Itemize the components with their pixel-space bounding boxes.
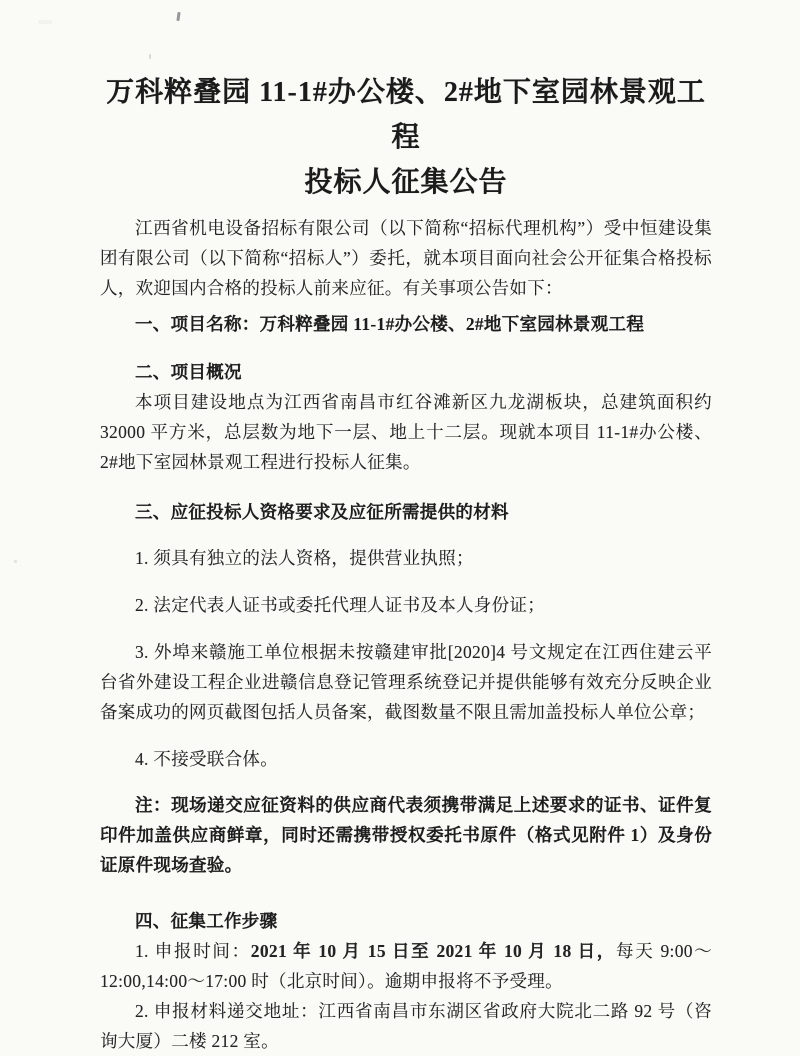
requirement-item-1: 1. 须具有独立的法人资格，提供营业执照； (135, 548, 474, 568)
requirement-item-2: 2. 法定代表人证书或委托代理人证书及本人身份证； (135, 595, 545, 615)
requirement-item-3: 3. 外埠来赣施工单位根据未按赣建审批[2020]4 号文规定在江西住建云平台省外建设工程企业进赣信息登记管理系统登记并提供能够有效充分反映企业备案成功的网页截图包括人员备案，截图数量不限且需加盖投标人单位公章； (100, 642, 712, 722)
requirement-item-4: 4. 不接受联合体。 (135, 749, 278, 769)
document-title (100, 70, 712, 205)
step-1-dates: 2021 年 10 月 15 日至 2021 年 10 月 18 日， (250, 941, 617, 961)
scan-speck (14, 560, 17, 563)
step-item-2: 2. 申报材料递交地址：江西省南昌市东湖区省政府大院北二路 92 号（咨询大厦）二楼 212 室。 (100, 1001, 712, 1051)
section-3-heading: 三、应征投标人资格要求及应征所需提供的材料 (135, 502, 509, 522)
step-item-1 (100, 936, 712, 996)
scan-speck (176, 12, 180, 21)
scan-speck (38, 20, 52, 24)
scan-speck (149, 54, 151, 59)
step-1-label: 1. 申报时间： (135, 941, 251, 961)
step-1-schedule: 每天 9:00～12:00,14:00～17:00 时（北京时间）。逾期申报将不予受理。 (100, 941, 712, 991)
section-2-heading: 二、项目概况 (135, 362, 242, 382)
section-4-heading: 四、征集工作步骤 (135, 911, 278, 931)
section-2-body: 本项目建设地点为江西省南昌市红谷滩新区九龙湖板块，总建筑面积约 32000 平方米，总层数为地下一层、地上十二层。现就本项目 11-1#办公楼、2#地下室园林景观工程进行投标人征集。 (100, 392, 712, 472)
title-line-2: 投标人征集公告 (304, 167, 508, 198)
note-paragraph: 注：现场递交应征资料的供应商代表须携带满足上述要求的证书、证件复印件加盖供应商鲜章，同时还需携带授权委托书原件（格式见附件 1）及身份证原件现场查验。 (100, 795, 712, 875)
title-line-1: 万科粹叠园 11-1#办公楼、2#地下室园林景观工程 (106, 77, 706, 153)
section-1-heading: 一、项目名称：万科粹叠园 11-1#办公楼、2#地下室园林景观工程 (135, 314, 645, 334)
intro-paragraph: 江西省机电设备招标有限公司（以下简称“招标代理机构”）受中恒建设集团有限公司（以下简称“招标人”）委托，就本项目面向社会公开征集合格投标人，欢迎国内合格的投标人前来应征。有关事项公告如下： (100, 218, 712, 298)
